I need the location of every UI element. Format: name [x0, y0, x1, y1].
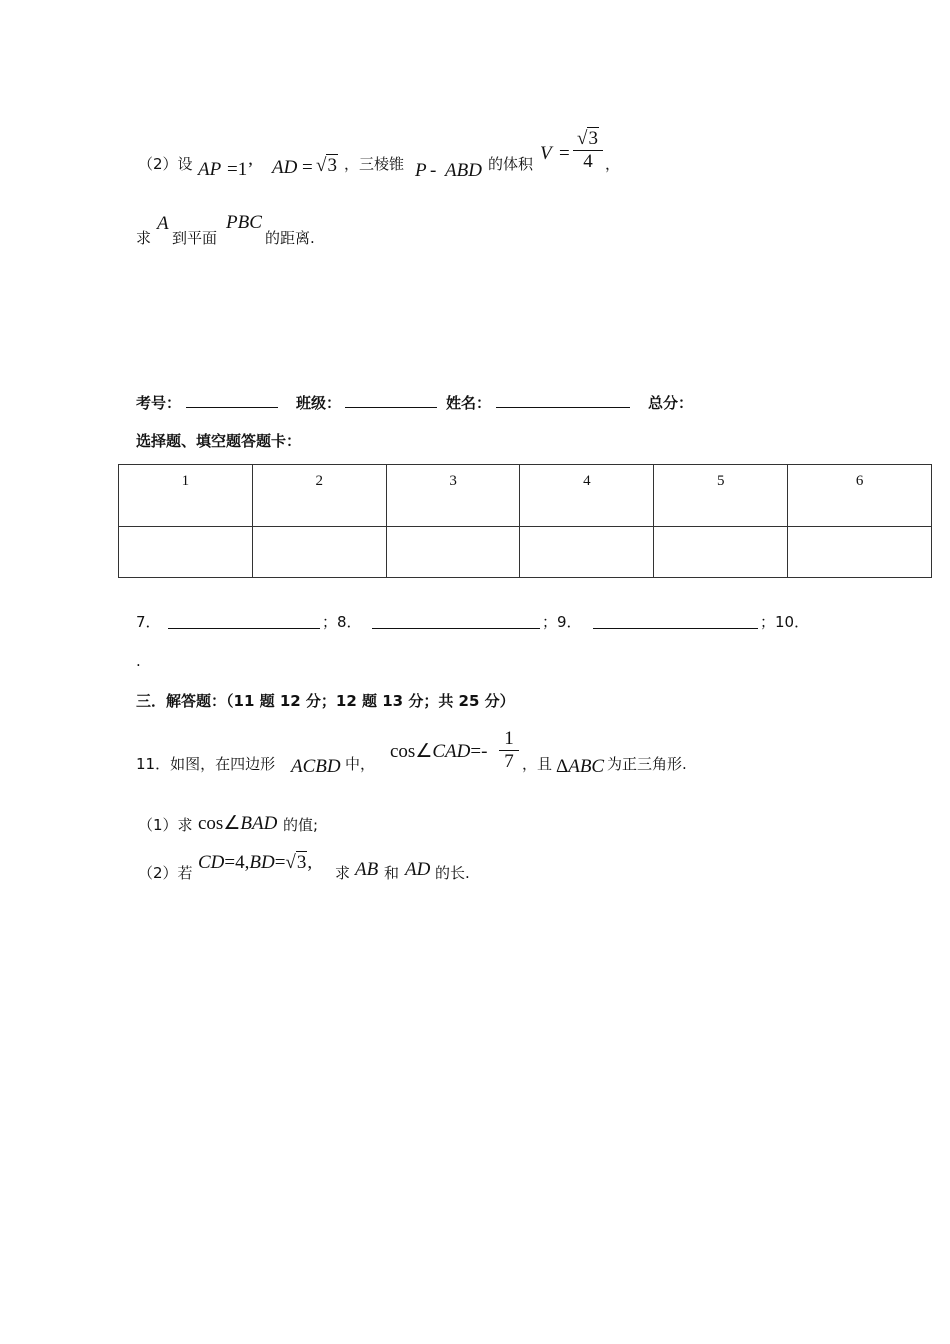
q2-eq1: =1’ — [227, 159, 254, 180]
class-label: 班级： — [296, 394, 342, 412]
q2-dash: - — [430, 160, 437, 181]
q7-label: 7． — [136, 613, 161, 631]
section-3-heading: 三．解答题：（11 题 12 分；12 题 13 分；共 25 分） — [136, 692, 515, 710]
answer-card-table — [118, 464, 932, 578]
table-header-cell: 5 — [654, 465, 788, 527]
q11-mid: 中， — [345, 755, 376, 773]
q7-blank[interactable] — [168, 627, 320, 629]
q11-part1-expression: cos∠BAD — [198, 813, 278, 834]
table-header-cell: 2 — [252, 465, 386, 527]
q2-volume-text: 的体积 — [488, 155, 534, 173]
table-header-cell: 4 — [520, 465, 654, 527]
q11-and: ，且 — [522, 755, 553, 773]
q11-cos-expression: cos∠CAD=- — [390, 741, 488, 762]
q2-eq3: = — [559, 143, 570, 164]
q8-blank[interactable] — [372, 627, 540, 629]
q11-post: 为正三角形. — [607, 755, 687, 773]
q2-comma: ， — [605, 155, 621, 173]
q11-part1-post: 的值; — [283, 816, 319, 834]
q11-part2-post: 的长. — [435, 864, 470, 882]
q9-blank[interactable] — [593, 627, 758, 629]
table-answer-row — [119, 527, 932, 578]
q2-abd: ABD — [445, 160, 482, 181]
exam-no-field[interactable] — [186, 406, 278, 408]
answer-cell[interactable] — [386, 527, 520, 578]
answer-cell[interactable] — [119, 527, 253, 578]
q11-part2-ad: AD — [405, 859, 431, 880]
q2-p: P — [415, 160, 427, 181]
answer-cell[interactable] — [788, 527, 932, 578]
table-header-row — [119, 465, 932, 527]
q9-label: ；9． — [542, 613, 582, 631]
q11-triangle: ΔABC — [556, 756, 605, 777]
q8-label: ；8． — [322, 613, 362, 631]
table-header-cell: 3 — [386, 465, 520, 527]
q11-acbd: ACBD — [291, 756, 341, 777]
q10-continuation-dot: . — [136, 652, 141, 670]
total-label: 总分： — [648, 394, 694, 412]
q2-pbc: PBC — [226, 212, 262, 233]
q2-label: （2）设 — [138, 155, 193, 173]
table-header-cell: 6 — [788, 465, 932, 527]
q2-eq2: = — [302, 157, 313, 178]
q11-part2-ab: AB — [355, 859, 379, 880]
q2-a: A — [157, 213, 169, 234]
q11-part1-label: （1）求 — [138, 816, 193, 834]
q11-part2-ask: 求 — [335, 864, 351, 882]
name-label: 姓名： — [446, 394, 492, 412]
q11-fraction: $\frac{1}{7}$ — [499, 728, 519, 773]
q2-distance-text: 的距离. — [265, 229, 315, 247]
q2-ad: AD — [272, 157, 298, 178]
q11-part2-and: 和 — [384, 864, 400, 882]
q11-part2-label: （2）若 — [138, 864, 193, 882]
q11-part2-expression: CD=4,BD=√3, — [198, 852, 313, 873]
q10-label: ；10． — [760, 613, 810, 631]
answer-cell[interactable] — [654, 527, 788, 578]
answer-cell[interactable] — [520, 527, 654, 578]
q2-volume-fraction: $\frac{√3}{4}$ — [573, 128, 603, 173]
q2-pyramid-text: ，三棱锥 — [344, 155, 405, 173]
answer-cell[interactable] — [252, 527, 386, 578]
q2-sqrt: √3 — [316, 155, 337, 176]
q2-plane-text: 到平面 — [172, 229, 218, 247]
exam-no-label: 考号： — [136, 394, 182, 412]
q2-ask: 求 — [136, 229, 152, 247]
table-header-cell: 1 — [119, 465, 253, 527]
name-field[interactable] — [496, 406, 630, 408]
class-field[interactable] — [345, 406, 437, 408]
q2-v: V — [540, 143, 552, 164]
q11-intro: 11．如图，在四边形 — [136, 755, 276, 773]
answer-card-title: 选择题、填空题答题卡： — [136, 432, 302, 450]
q2-ap: AP — [198, 159, 222, 180]
